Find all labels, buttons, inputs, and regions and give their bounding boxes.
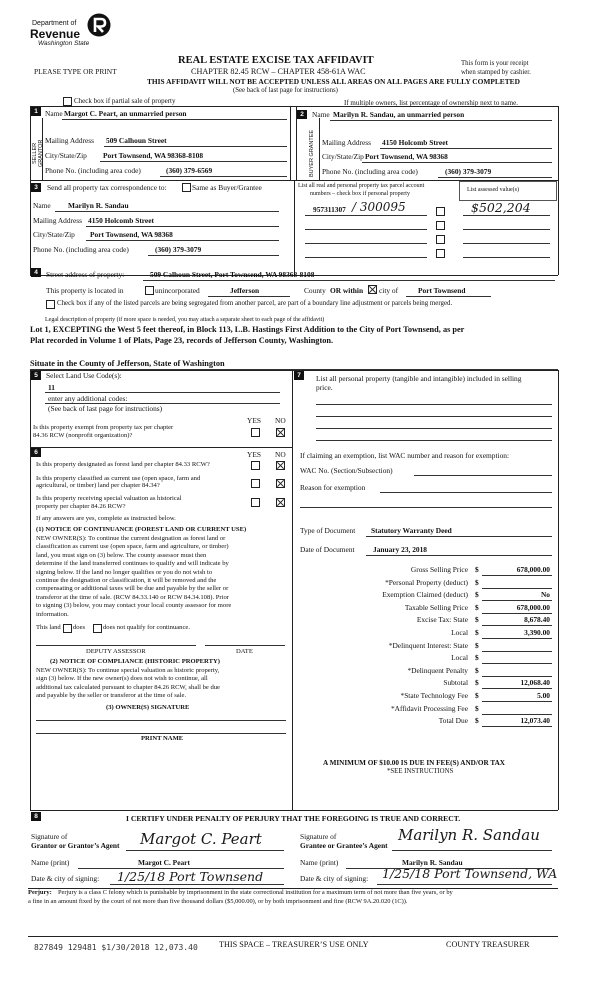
treasurer-space-label: THIS SPACE – TREASURER’S USE ONLY — [219, 940, 369, 949]
tax-row-underline — [482, 688, 552, 689]
tax-row-value: 678,000.00 — [516, 565, 550, 574]
tax-row-currency: $ — [475, 577, 479, 587]
tax-row-currency: $ — [475, 602, 479, 612]
perjury-label: Perjury: — [28, 889, 52, 896]
notice1-line: compensating or additional taxes will be due and payable by the seller or — [36, 585, 229, 593]
tax-row-value: 3,390.00 — [524, 628, 550, 637]
form-title: REAL ESTATE EXCISE TAX AFFIDAVIT — [178, 55, 374, 66]
unincorporated-checkbox[interactable] — [145, 286, 154, 295]
print-name-label: PRINT NAME — [141, 735, 184, 742]
county-treasurer-label: COUNTY TREASURER — [446, 940, 530, 949]
legal-description-3: Situate in the County of Jefferson, State of Washington — [30, 359, 225, 368]
does-not-checkbox[interactable] — [93, 624, 102, 633]
seller-phone: (360) 379-6569 — [166, 166, 213, 175]
forest-question: Is this property designated as forest land per chapter 84.33 RCW? — [36, 461, 210, 468]
section-7-number: 7 — [294, 371, 304, 380]
additional-codes-label: enter any additional codes: — [48, 394, 128, 403]
property-county: Jefferson — [230, 286, 260, 295]
tax-row-underline — [482, 663, 552, 664]
current-use-question-2: agricultural, or timber) land per chapter 84.34? — [36, 482, 160, 489]
street-label: Street address of property: — [46, 270, 125, 279]
forest-yes-checkbox[interactable] — [251, 461, 260, 470]
parcel-number: 957311307 — [313, 205, 346, 214]
corr-phone-label: Phone No. (including area code) — [33, 245, 129, 254]
land-use-yes-header: YES — [247, 416, 261, 425]
deputy-assessor-label: DEPUTY ASSESSOR — [86, 648, 146, 655]
tax-row-currency: $ — [475, 615, 479, 625]
agency-line3: Washington State — [38, 40, 90, 47]
tax-row-label: Local — [451, 628, 468, 637]
doc-type-label: Type of Document — [300, 526, 356, 535]
parcel-1-personal-checkbox[interactable] — [436, 207, 445, 216]
tax-row-underline — [482, 613, 552, 614]
same-as-buyer-label: Same as Buyer/Grantee — [192, 183, 262, 192]
exempt-no-checkbox[interactable] — [276, 428, 285, 437]
grantor-sig-label-2: Grantor or Grantor’s Agent — [31, 841, 120, 850]
tax-row-underline — [482, 676, 552, 677]
tax-row-underline — [482, 625, 552, 626]
notice1-line: land, you must sign on (3) below. The county assessor must then — [36, 551, 207, 559]
corr-name-label: Name — [33, 201, 51, 210]
section-8-number: 8 — [31, 812, 41, 821]
personal-property-label-2: price. — [316, 383, 333, 392]
does-not-label: does not qualify for continuance. — [103, 624, 190, 631]
section-1-number: 1 — [31, 107, 41, 116]
tax-row-currency: $ — [475, 565, 479, 574]
doc-date: January 23, 2018 — [373, 545, 427, 554]
grantor-date-label: Date & city of signing: — [31, 874, 100, 883]
within-city-checkbox[interactable] — [368, 285, 377, 294]
s6-yes-header: YES — [247, 450, 261, 459]
tax-row-underline — [482, 726, 552, 727]
tax-row-value: 678,000.00 — [516, 602, 550, 612]
buyer-mail: 4150 Holcomb Street — [382, 138, 448, 147]
tax-row-underline — [482, 651, 552, 652]
buyer-city-label: City/State/Zip — [322, 152, 364, 161]
segregated-label: Check box if any of the listed parcels are being segregated from another parcel, are part of a boundary line adjustment or parcels being merged. — [57, 300, 453, 307]
reason-label: Reason for exemption — [300, 483, 366, 492]
this-land-label: This land — [36, 624, 61, 631]
tax-row-value: 8,678.40 — [524, 615, 550, 625]
property-street: 509 Calhoun Street, Port Townsend, WA 98368-8108 — [150, 270, 315, 279]
tax-row-label: *Delinquent Penalty — [407, 665, 468, 675]
tax-row-label: Local — [451, 653, 468, 663]
notice1-line: determine if the land transferred continues to qualify and will indicate by — [36, 560, 229, 568]
seller-city-label: City/State/Zip — [45, 151, 87, 160]
tax-row-value: 5.00 — [537, 691, 550, 700]
unincorporated-label: unincorporated — [155, 286, 200, 295]
grantee-sig-label-1: Signature of — [300, 832, 337, 841]
exempt-yes-checkbox[interactable] — [251, 428, 260, 437]
owner-signature-label: (3) OWNER(S) SIGNATURE — [106, 704, 190, 711]
minimum-fee-note: A MINIMUM OF $10.00 IS DUE IN FEE(S) AND/OR TAX — [323, 759, 505, 767]
seller-name-label: Name — [45, 109, 63, 118]
form-warning: THIS AFFIDAVIT WILL NOT BE ACCEPTED UNLESS ALL AREAS ON ALL PAGES ARE FULLY COMPLETED — [147, 77, 520, 86]
notice2-title: (2) NOTICE OF COMPLIANCE (HISTORIC PROPERTY) — [50, 658, 220, 665]
multiple-owners-label: If multiple owners, list percentage of ownership next to name. — [344, 99, 518, 107]
corr-city: Port Townsend, WA 98368 — [90, 230, 173, 239]
tax-row-label: *Personal Property (deduct) — [385, 577, 468, 587]
section-6-number: 6 — [31, 448, 41, 457]
located-label: This property is located in — [46, 286, 124, 295]
receipt-line2: when stamped by cashier. — [461, 69, 531, 76]
seller-phone-label: Phone No. (including area code) — [45, 166, 141, 175]
grantor-sig-label-1: Signature of — [31, 832, 68, 841]
current-use-yes-checkbox[interactable] — [251, 479, 260, 488]
seller-mail: 509 Calhoun Street — [106, 136, 167, 145]
doc-type: Statutory Warranty Deed — [371, 526, 452, 535]
tax-row-currency: $ — [475, 716, 479, 726]
city-of-label: city of — [379, 286, 399, 295]
parcel-list-label-1: List all real and personal property tax parcel account — [298, 183, 425, 189]
notice1-title: (1) NOTICE OF CONTINUANCE (FOREST LAND OR CURRENT USE) — [36, 526, 247, 533]
perjury-text-1: Perjury is a class C felony which is punishable by imprisonment in the state correctional institution for a maximum term of not more than five years, or by — [58, 889, 453, 896]
agency-line2: Revenue — [30, 27, 81, 41]
tax-row-underline — [482, 714, 552, 715]
parcel-3-personal-checkbox[interactable] — [436, 235, 445, 244]
exempt-question-1: Is this property exempt from property tax per chapter — [33, 424, 174, 431]
grantee-name: Marilyn R. Sandau — [402, 858, 463, 867]
corr-name: Marilyn R. Sandau — [68, 201, 129, 210]
notice1-line: signing below. If the land no longer qualifies or you do not wish to — [36, 568, 213, 576]
land-use-no-header: NO — [275, 416, 286, 425]
tax-row-label: Subtotal — [443, 678, 468, 688]
tax-row-label: Taxable Selling Price — [404, 602, 468, 612]
notice1-line: to signing (3) below, you may contact your local county assessor for more — [36, 602, 232, 610]
tax-row-currency: $ — [475, 703, 479, 713]
grantor-signature: Margot C. Peart — [140, 830, 262, 848]
does-label: does — [73, 624, 86, 631]
partial-sale-label: Check box if partial sale of property — [74, 97, 176, 105]
tax-row-underline — [482, 638, 552, 639]
see-instructions-note: *SEE INSTRUCTIONS — [387, 768, 454, 775]
grantee-sig-label-2: Grantee or Grantee’s Agent — [300, 841, 388, 850]
tax-row-label: Gross Selling Price — [410, 565, 468, 574]
tax-row-label: *State Technology Fee — [400, 691, 468, 700]
notice2-line: and payable by the seller or transferor at the time of sale. — [36, 692, 187, 700]
revenue-logo-icon — [86, 12, 112, 38]
tax-row-underline — [482, 588, 552, 589]
buyer-side-label: BUYER GRANTEE — [309, 129, 315, 177]
partial-sale-checkbox[interactable] — [63, 97, 72, 106]
personal-property-label-1: List all personal property (tangible and intangible) included in selling — [316, 374, 522, 383]
historic-yes-checkbox[interactable] — [251, 498, 260, 507]
notice1-line: NEW OWNER(S): To continue the current designation as forest land or — [36, 535, 226, 542]
tax-row-label: *Delinquent Interest: State — [388, 640, 468, 650]
grantee-signature: Marilyn R. Sandau — [398, 826, 540, 844]
tax-row-label: Total Due — [438, 716, 468, 726]
forest-no-checkbox[interactable] — [276, 461, 285, 470]
doc-date-label: Date of Document — [300, 545, 355, 554]
legal-description-label: Legal description of property (if more space is needed, you may attach a separate sheet to each page of the affidavit) — [45, 317, 325, 323]
buyer-city: Port Townsend, WA 98368 — [365, 152, 448, 161]
buyer-name: Marilyn R. Sandau, an unmarried person — [333, 110, 465, 119]
buyer-mail-label: Mailing Address — [322, 138, 372, 147]
s6-no-header: NO — [275, 450, 286, 459]
county-label: County — [304, 286, 326, 295]
receipt-line1: This form is your receipt — [461, 60, 529, 67]
buyer-name-label: Name — [312, 110, 330, 119]
seller-city: Port Townsend, WA 98368-8108 — [103, 151, 204, 160]
certify-statement: I CERTIFY UNDER PENALTY OF PERJURY THAT THE FOREGOING IS TRUE AND CORRECT. — [126, 814, 461, 823]
deputy-date-label: DATE — [236, 648, 253, 655]
notice1-line: information. — [36, 610, 69, 618]
grantor-name-label: Name (print) — [31, 858, 70, 867]
notice2-line: NEW OWNER(S): To continue special valuation as historic property, — [36, 667, 220, 674]
grantor-name: Margot C. Peart — [138, 858, 190, 867]
seller-name: Margot C. Peart, an unmarried person — [64, 109, 187, 118]
corr-mail-label: Mailing Address — [33, 216, 83, 225]
corr-mail: 4150 Holcomb Street — [88, 216, 154, 225]
current-use-question-1: Is this property classified as current use (open space, farm and — [36, 475, 201, 482]
tax-row-currency: $ — [475, 653, 479, 663]
tax-row-underline — [482, 600, 552, 601]
buyer-phone-label: Phone No. (including area code) — [322, 167, 418, 176]
land-use-code: 11 — [48, 383, 55, 392]
tax-row-currency: $ — [475, 691, 479, 700]
legal-description-2: Plat recorded in Volume 1 of Plats, Page 23, records of Jefferson County, Washington. — [30, 336, 334, 345]
assessed-value-handwritten: $502,204 — [471, 200, 531, 215]
grantee-date-city: 1/25/18 Port Townsend, WA — [382, 866, 558, 881]
send-correspondence-label: Send all property tax correspondence to: — [47, 183, 167, 192]
seller-side-label: SELLER GRANTOR — [32, 139, 44, 167]
agency-line1: Department of — [32, 20, 77, 27]
segregated-checkbox[interactable] — [46, 300, 55, 309]
notice1-line: classification as current use (open space, farm and agriculture, or timber) — [36, 543, 229, 551]
legal-description-1: Lot 1, EXCEPTING the West 5 feet thereof, in Block 113, L.B. Hastings First Addition to the City of Port Townsend, as per — [30, 325, 465, 334]
section-5-number: 5 — [31, 371, 41, 380]
tax-row-value: 12,068.40 — [520, 678, 550, 688]
parcel-list-label-2: numbers – check box if personal property — [310, 191, 410, 197]
tax-row-currency: $ — [475, 640, 479, 650]
form-subtitle: CHAPTER 82.45 RCW – CHAPTER 458-61A WAC — [191, 67, 366, 76]
tax-row-underline — [482, 575, 552, 576]
section-2-number: 2 — [297, 110, 307, 119]
parcel-number-handwritten: / 300095 — [352, 200, 406, 214]
section-3-number: 3 — [31, 183, 41, 192]
tax-row-currency: $ — [475, 665, 479, 675]
notice2-line: sign (3) below. If the new owner(s) does not wish to continue, all — [36, 675, 208, 683]
form-see-back: (See back of last page for instructions) — [233, 87, 338, 94]
tax-row-label: Exemption Claimed (deduct) — [382, 590, 468, 600]
notice2-line: additional tax calculated pursuant to chapter 84.26 RCW, shall be due — [36, 683, 220, 691]
grantee-name-label: Name (print) — [300, 858, 339, 867]
corr-city-label: City/State/Zip — [33, 230, 75, 239]
grantee-date-label: Date & city of signing: — [300, 874, 369, 883]
notice1-line: transferor at the time of sale. (RCW 84.33.140 or RCW 84.34.108). Prior — [36, 593, 229, 601]
section-4-number: 4 — [31, 268, 41, 277]
tax-row-value: 12,073.40 — [520, 716, 550, 726]
historic-question-1: Is this property receiving special valuation as historical — [36, 495, 182, 502]
property-city: Port Townsend — [418, 286, 466, 295]
same-as-buyer-checkbox[interactable] — [182, 183, 191, 192]
exempt-question-2: 84.36 RCW (nonprofit organization)? — [33, 432, 133, 439]
or-within-label: OR within — [330, 286, 364, 295]
land-use-see-back: (See back of last page for instructions) — [48, 404, 163, 413]
seller-mail-label: Mailing Address — [45, 136, 95, 145]
historic-question-2: property per chapter 84.26 RCW? — [36, 503, 126, 510]
exemption-label: If claiming an exemption, list WAC number and reason for exemption: — [300, 451, 510, 460]
notice1-line: continue the designation or classification, it will be removed and the — [36, 577, 217, 584]
tax-row-currency: $ — [475, 590, 479, 600]
grantor-date-city: 1/25/18 Port Townsend — [117, 869, 264, 884]
land-use-select-label: Select Land Use Code(s): — [46, 371, 122, 380]
wac-label: WAC No. (Section/Subsection) — [300, 466, 393, 475]
current-use-no-checkbox[interactable] — [276, 479, 285, 488]
please-type: PLEASE TYPE OR PRINT — [34, 67, 117, 76]
tax-row-label: *Affidavit Processing Fee — [390, 703, 468, 713]
historic-no-checkbox[interactable] — [276, 498, 285, 507]
assessed-value-label: List assessed value(s) — [467, 187, 519, 193]
tax-row-label: Excise Tax: State — [416, 615, 468, 625]
tax-row-currency: $ — [475, 678, 479, 688]
buyer-phone: (360) 379-3079 — [445, 167, 492, 176]
perjury-text-2: a fine in an amount fixed by the court of not more than five thousand dollars ($5,000.00), or by both imprisonment and fine (RCW 9A.20.020 (1C)). — [28, 898, 408, 905]
tax-row-currency: $ — [475, 628, 479, 637]
parcel-2-personal-checkbox[interactable] — [436, 221, 445, 230]
tax-row-value: No — [540, 590, 550, 600]
treasurer-stamp: 827849 129481 $1/30/2018 12,073.40 — [34, 943, 198, 952]
tax-row-underline — [482, 701, 552, 702]
parcel-4-personal-checkbox[interactable] — [436, 249, 445, 258]
does-checkbox[interactable] — [63, 624, 72, 633]
if-yes-label: If any answers are yes, complete as instructed below. — [36, 515, 176, 522]
corr-phone: (360) 379-3079 — [155, 245, 202, 254]
